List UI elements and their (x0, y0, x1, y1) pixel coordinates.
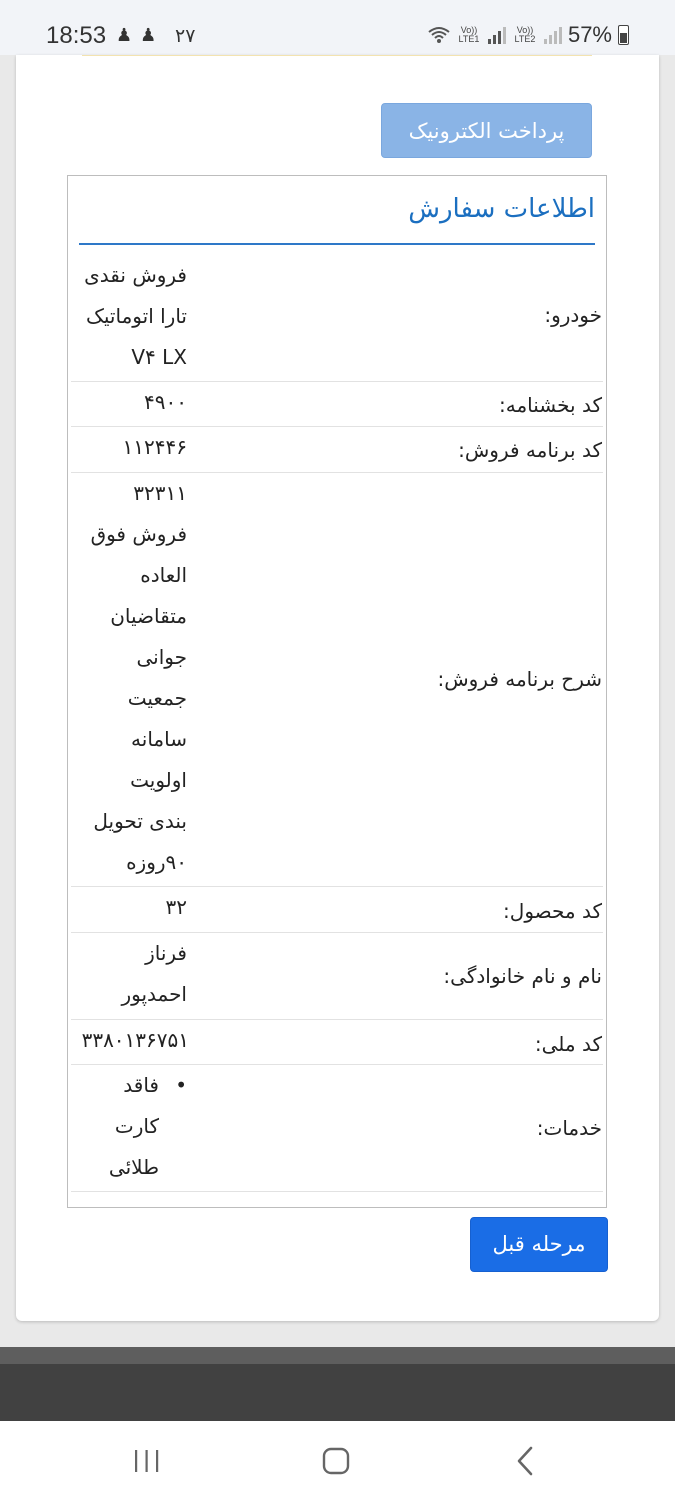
back-button[interactable] (475, 1421, 575, 1500)
value-line: V۴ LX (131, 345, 187, 369)
row-national-code (71, 1019, 603, 1064)
recent-apps-button[interactable] (97, 1421, 197, 1500)
electronic-payment-button[interactable]: پرداخت الکترونیک (381, 103, 592, 158)
list-item (71, 1065, 187, 1188)
bullet-icon: • (175, 1073, 187, 1097)
status-right (428, 22, 629, 48)
value-line: تارا اتوماتیک (86, 304, 187, 328)
row-label: کد ملی: (534, 1032, 602, 1056)
value-line: ۹۰روزه (126, 850, 187, 874)
signal-1-icon (488, 26, 506, 44)
notification-count: ۲۷ (175, 25, 196, 47)
value-line: احمدپور (121, 982, 187, 1006)
battery-icon (618, 25, 629, 45)
value-line: العاده (140, 563, 187, 587)
value-line: جوانی (136, 645, 187, 669)
row-value (71, 473, 187, 883)
signal-2-icon (544, 26, 562, 44)
row-label: کد محصول: (503, 899, 602, 923)
value-line: ۳۲ (165, 895, 187, 919)
value-line: بندی تحویل (93, 809, 187, 833)
footer-strip (0, 1347, 675, 1364)
value-line: فرناز (145, 941, 187, 965)
row-sales-program-code (71, 426, 603, 472)
home-button[interactable] (286, 1421, 386, 1500)
row-car (71, 255, 603, 381)
value-line: جمعیت (127, 686, 187, 710)
navigation-bar (0, 1421, 675, 1500)
title-divider (79, 243, 595, 245)
row-full-name (71, 932, 603, 1019)
footer (0, 1364, 675, 1421)
lte2-label: Vo)) LTE2 (514, 25, 536, 44)
value-line: متقاضیان (110, 604, 187, 628)
battery-percent: 57% (567, 22, 612, 47)
value-line: طلائی (108, 1155, 159, 1179)
app-notification-icon: ♟ (140, 25, 157, 46)
value-line: ۳۳۸۰۱۳۶۷۵۱ (81, 1028, 189, 1052)
value-line: ۴۹۰۰ (144, 390, 187, 414)
row-label: کد بخشنامه: (499, 393, 602, 417)
order-info-panel (67, 175, 607, 1208)
row-services (71, 1064, 603, 1192)
notification-icons (116, 25, 164, 46)
row-value (71, 1020, 189, 1061)
row-product-code (71, 886, 603, 932)
row-circular-code (71, 381, 603, 426)
app-notification-icon: ♟ (116, 25, 133, 46)
back-icon (515, 1446, 535, 1476)
top-divider (82, 55, 592, 56)
value-line: فروش فوق (90, 522, 187, 546)
row-value (71, 255, 187, 378)
row-label: کد برنامه فروش: (458, 438, 602, 462)
row-sales-program-description (71, 472, 603, 886)
row-label: خودرو: (544, 303, 602, 327)
lte1-label: Vo)) LTE1 (458, 25, 480, 44)
status-bar (0, 0, 675, 55)
recent-apps-icon (132, 1448, 162, 1474)
row-value (71, 382, 187, 423)
value-line: سامانه (131, 727, 187, 751)
row-label: شرح برنامه فروش: (437, 667, 602, 691)
value-line: فاقد (123, 1073, 159, 1097)
row-value (71, 1065, 187, 1188)
value-line: اولویت (130, 768, 187, 792)
value-line: کارت (114, 1114, 159, 1138)
row-label: خدمات: (536, 1116, 602, 1140)
bullet-text (79, 1065, 159, 1188)
row-value (71, 427, 187, 468)
row-value (71, 933, 187, 1015)
main-card (16, 55, 659, 1321)
order-info-title: اطلاعات سفارش (408, 194, 595, 224)
value-line: فروش نقدی (84, 263, 187, 287)
value-line: ۳۲۳۱۱ (133, 481, 187, 505)
home-icon (322, 1447, 350, 1475)
status-time: 18:53 (46, 22, 107, 49)
previous-step-button[interactable]: مرحله قبل (470, 1217, 608, 1272)
value-line: ۱۱۲۴۴۶ (122, 435, 187, 459)
row-value (71, 887, 187, 928)
row-label: نام و نام خانوادگی: (443, 964, 602, 988)
wifi-icon (428, 26, 450, 44)
